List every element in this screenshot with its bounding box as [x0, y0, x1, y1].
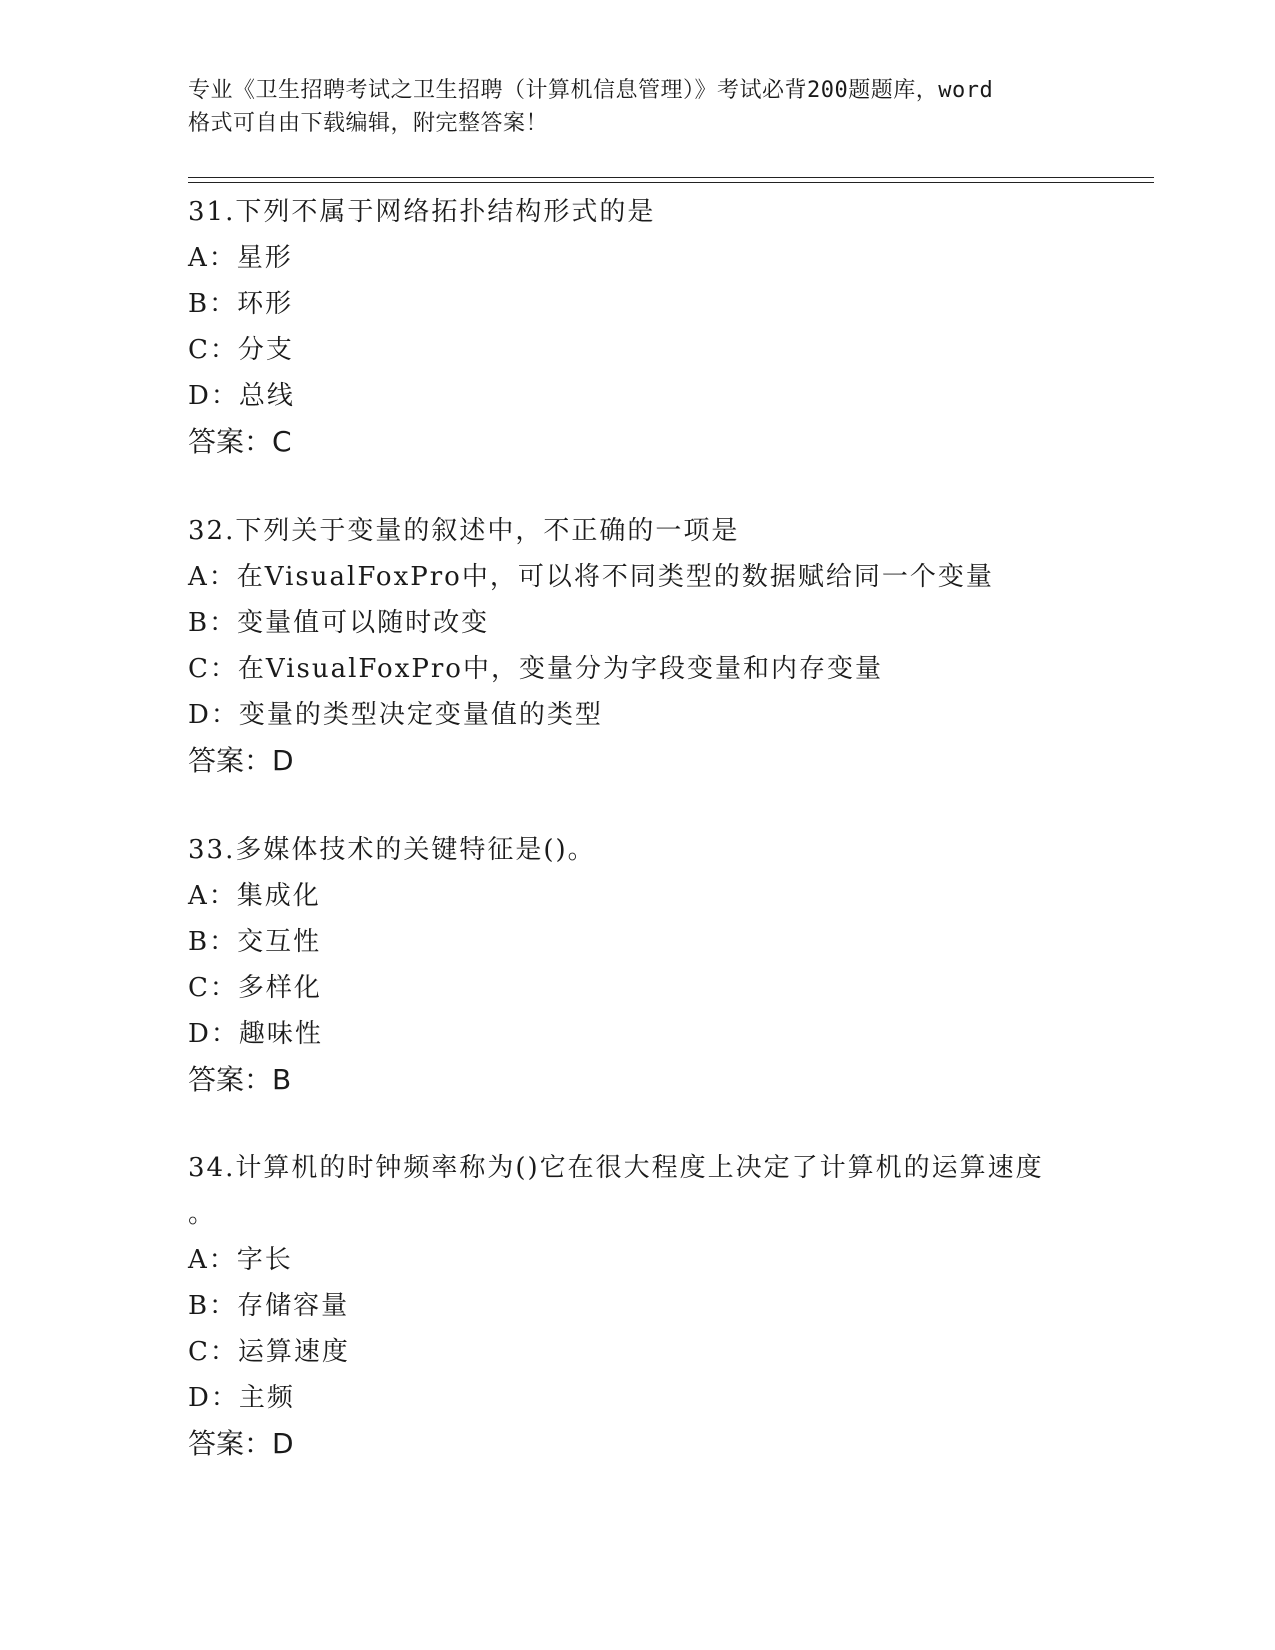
answer: 答案：D	[188, 1427, 294, 1460]
answer: 答案：B	[188, 1063, 292, 1096]
question-31	[188, 189, 1148, 465]
question-33	[188, 827, 1148, 1103]
option-d: D：总线	[188, 381, 295, 411]
option-b: B：环形	[188, 289, 294, 319]
option-c: C：运算速度	[188, 1337, 350, 1367]
document-header	[188, 74, 1088, 140]
question-stem-continuation: 。	[188, 1199, 215, 1229]
option-d: D：主频	[188, 1383, 295, 1413]
option-d: D：趣味性	[188, 1019, 323, 1049]
question-stem: 31.下列不属于网络拓扑结构形式的是	[188, 197, 656, 227]
option-c: C：分支	[188, 335, 294, 365]
option-b: B：交互性	[188, 927, 322, 957]
question-32	[188, 508, 1148, 784]
question-stem: 34.计算机的时钟频率称为()它在很大程度上决定了计算机的运算速度	[188, 1153, 1044, 1183]
answer: 答案：C	[188, 425, 292, 458]
option-a: A：在VisualFoxPro中，可以将不同类型的数据赋给同一个变量	[188, 562, 994, 592]
option-a: A：字长	[188, 1245, 293, 1275]
option-b: B：存储容量	[188, 1291, 350, 1321]
option-a: A：星形	[188, 243, 293, 273]
option-c: C：多样化	[188, 973, 322, 1003]
option-d: D：变量的类型决定变量值的类型	[188, 700, 603, 730]
header-line-1: 专业《卫生招聘考试之卫生招聘（计算机信息管理）》考试必背200题题库，word	[188, 78, 994, 103]
option-a: A：集成化	[188, 881, 321, 911]
header-line-2: 格式可自由下载编辑，附完整答案！	[188, 111, 549, 136]
answer: 答案：D	[188, 744, 294, 777]
question-34	[188, 1145, 1148, 1467]
question-stem: 33.多媒体技术的关键特征是()。	[188, 835, 596, 865]
header-divider-bottom	[188, 182, 1154, 183]
question-stem: 32.下列关于变量的叙述中，不正确的一项是	[188, 516, 740, 546]
option-b: B：变量值可以随时改变	[188, 608, 490, 638]
option-c: C：在VisualFoxPro中，变量分为字段变量和内存变量	[188, 654, 883, 684]
header-divider-top	[188, 177, 1154, 178]
